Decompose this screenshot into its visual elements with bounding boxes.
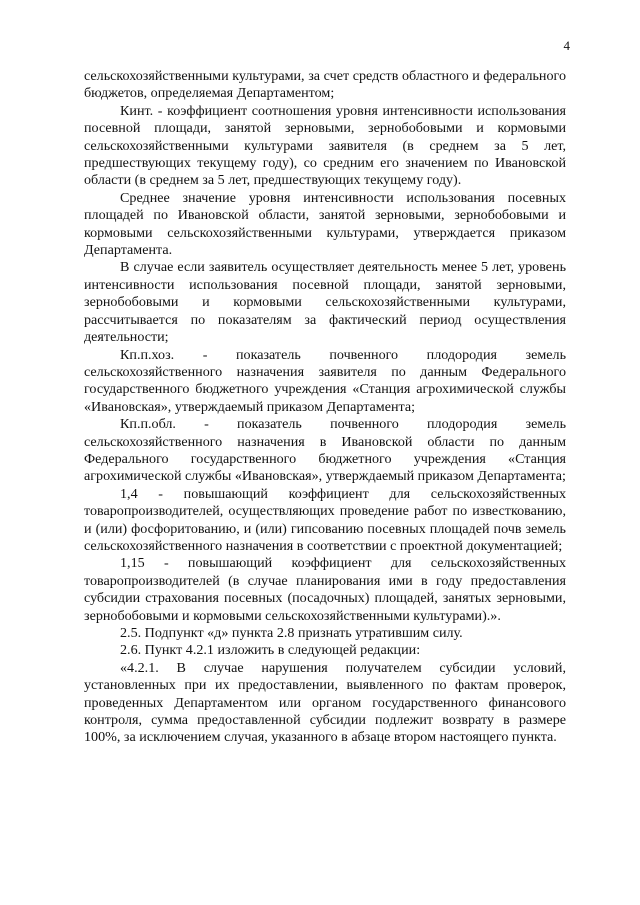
paragraph-kpp-hoz-definition: Кп.п.хоз. - показатель почвенного плодородия земель сельскохозяйственного назначения заявителя по данным Федерального государственного бюджетного учреждения «Станция агрохимической службы «Ивановская», утверждаемый приказом Департамента;: [84, 346, 566, 415]
paragraph-less-than-5-years: В случае если заявитель осуществляет деятельность менее 5 лет, уровень интенсивности использования посевной площади, занятой зерновыми, зернобобовыми и кормовыми сельскохозяйственными культурами, рассчитывается по показателям за фактический период осуществления деятельности;: [84, 259, 566, 346]
paragraph-kpp-obl-definition: Кп.п.обл. - показатель почвенного плодородия земель сельскохозяйственного назначения в Ивановской области по данным Федерального государственного бюджетного учреждения «Станция агрохимической службы «Ивановская», утверждаемый приказом Департамента;: [84, 416, 566, 485]
paragraph-coefficient-1-15: 1,15 - повышающий коэффициент для сельскохозяйственных товаропроизводителей (в случае планирования ими в году предоставления субсидии страхования посевных (посадочных) площадей, занятых зерновыми, зернобобовыми и кормовыми сельскохозяйственными культурами).».: [84, 555, 566, 624]
paragraph-item-4-2-1: «4.2.1. В случае нарушения получателем субсидии условий, установленных при их предоставлении, выявленного по фактам проверок, проведенных Департаментом или органом государственного финансового контроля, сумма предоставленной субсидии подлежит возврату в размере 100%, за исключением случая, указанного в абзаце втором настоящего пункта.: [84, 659, 566, 746]
paragraph-item-2-5: 2.5. Подпункт «д» пункта 2.8 признать утратившим силу.: [120, 625, 463, 641]
paragraph-coefficient-1-4: 1,4 - повышающий коэффициент для сельскохозяйственных товаропроизводителей, осуществляющих проведение работ по известкованию, и (или) фосфоритованию, и (или) гипсованию посевных площадей почв земель сельскохозяйственного назначения в соответствии с проектной документацией;: [84, 485, 566, 554]
paragraph-item-2-6: 2.6. Пункт 4.2.1 изложить в следующей редакции:: [120, 642, 421, 659]
page-number: 4: [563, 38, 570, 53]
paragraph-kint-definition: Кинт. - коэффициент соотношения уровня интенсивности использования посевной площади, занятой зерновыми, зернобобовыми и кормовыми сельскохозяйственными культурами заявителя (в среднем за 5 лет, предшествующих текущему году), со средним его значением по Ивановской области (в среднем за 5 лет, предшествующих текущему году).: [84, 102, 566, 189]
document-body: [84, 68, 566, 747]
paragraph-continuation: сельскохозяйственными культурами, за счет средств областного и федерального бюджетов, определяемая Департаментом;: [84, 68, 566, 102]
paragraph-average-intensity: Среднее значение уровня интенсивности использования посевных площадей по Ивановской области, занятой зерновыми, зернобобовыми и кормовыми сельскохозяйственными культурами, утверждается приказом Департамента.: [84, 189, 566, 259]
